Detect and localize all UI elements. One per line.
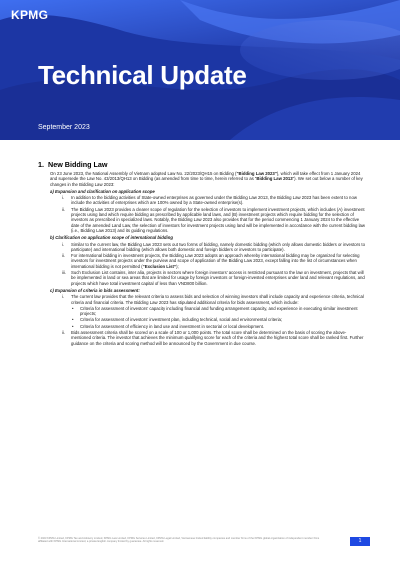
section-heading [38, 160, 366, 169]
list-item [62, 294, 366, 305]
item-marker: i. [62, 294, 65, 300]
item-text-tail: ); [176, 263, 179, 269]
list-item [62, 270, 366, 286]
list-item [62, 242, 366, 253]
document-body [38, 160, 366, 347]
subheading-c: c) Expansion of criteria in bids assessment: [50, 287, 140, 293]
bullet-dot: • [72, 323, 74, 329]
intro-paragraph [50, 171, 366, 187]
bullet-text: Criteria for assessment of investors’ capacity including financial and funding arrangement capacity, and experience in executing similar investment projects; [80, 305, 358, 317]
item-text: The current law provides that the relevant criteria to assess bids and selection of winning investors shall include capacity and experience criteria, technical criteria and financial criteria. The Bidding Law 2023 has stipulated additional criteria for bids assessment, which include: [71, 294, 364, 305]
footer-copyright: © 2023 KPMG Limited, KPMG Tax and Advisory Limited, KPMG Law Limited, KPMG Services Limited, KPMG Legal Limited, Vietnamese limited liability companies and member firms of the KPMG global organization of independent member firms affiliated with KPMG International Limited, a private English company limited by guarantee. All rights reserved. [38, 537, 320, 544]
bullet-dot: • [72, 317, 74, 323]
item-text: The Bidding Law 2023 provides a clearer scope of regulation for the selection of investors to implement investment projects, which includes (A) investment projects using land which require bidding as prescribed by applicable land laws, and (B) investment projects which require bidding for the selection of investors as prescribed in specialized laws. Notably, the Bidding Law 2023 also provides that for the period commencing 1 January 2024 to the effective date of the amended Land Law, the selection of investors for investment projects using land will be implemented in accordance with the current bidding law (i.e., Bidding Law 2013) and its guiding regulations. [71, 206, 366, 233]
intro-bold-1: "Bidding Law 2023" [236, 171, 277, 176]
item-marker: ii. [62, 206, 66, 212]
item-text [71, 253, 366, 269]
list-item [62, 253, 366, 269]
intro-text-2: ), which will take effect from 1 January 2024 and supersede the Law No. 43/2013/QH13 on Bidding (as amended from time to time, herein referred to as “ [50, 171, 361, 182]
page-number: 1 [350, 537, 370, 546]
intro-text-1: On 23 June 2023, the National Assembly of Vietnam adopted Law No. 22/2023/QH15 on Bidding ( [50, 171, 237, 176]
header-banner [0, 0, 400, 140]
item-marker: i. [62, 241, 65, 247]
page-title: Technical Update [38, 60, 247, 90]
intro-text-3: ”). We set out below a number of key changes in the Bidding Law 2023: [50, 176, 363, 187]
item-text: Bids assessment criteria shall be scored on a scale of 100 or 1,000 points. The total score shall be determined on the basis of scoring the above-mentioned criteria. The investor that achieves the minimum qualifying score for each of the criteria and the highest total score shall be ranked first. Further guidance on the criteria and scoring method will be announced by the Government in due course. [71, 330, 364, 346]
bullet-item [72, 306, 366, 317]
bullet-text: Criteria for assessment of investors’ investment plan, including technical, social and environmental criteria; [80, 317, 283, 323]
intro-bold-2: Bidding Law 2013 [256, 176, 293, 182]
item-text: In addition to the bidding activities of State-owned enterprises as governed under the Bidding Law 2013, the Bidding Law 2023 has been extent to now include the activities of enterprises which are 100% owned by a State-owned enterprise(s). [71, 195, 357, 206]
bullet-text: Criteria for assessment of efficiency in land use and investment in sectorial or local development. [80, 323, 265, 329]
item-text: Such Exclusion List contains, inter alia, projects in sectors where foreign investors’ access is restricted pursuant to the law on investment, projects that will be implemented in land or sea areas that are limited for usage by foreign investors or foreign-invested enterprises under land and relevant regulations, and projects which have total investment capital of less than VND800 billion. [71, 270, 365, 286]
list-item [62, 330, 366, 346]
subheading-b: b) Clarification on application scope of international bidding [50, 235, 173, 241]
subheading-a: a) Expansion and clarification on application scope [50, 188, 155, 194]
section-title: New Bidding Law [48, 160, 108, 169]
kpmg-logo: KPMG [11, 8, 49, 22]
item-marker: iii. [62, 270, 67, 276]
bullet-item [72, 317, 366, 322]
list-item [62, 207, 366, 233]
bullet-item [72, 324, 366, 329]
section-number: 1. [38, 160, 44, 169]
item-marker: i. [62, 195, 65, 201]
publication-date: September 2023 [38, 124, 90, 131]
item-text-main: For international bidding in investment projects, the Bidding Law 2023 adopts an approach whereby international bidding may be organized for selecting investors for investment projects under the purview and scope of application of the Bidding Law 2023, except falling into the list of circumstances when international bidding is not permitted ( [71, 253, 360, 269]
item-marker: ii. [62, 253, 66, 259]
bullet-dot: • [72, 305, 74, 311]
item-marker: ii. [62, 330, 66, 336]
item-text: Similar to the current law, the Bidding Law 2023 sets out two forms of bidding, namely domestic bidding (which only allows domestic bidders or investors to participate) and international bidding (which allows both domestic and foreign bidders or investors to participate). [71, 241, 366, 252]
list-item [62, 195, 366, 206]
item-text-bold: “Exclusion List” [142, 263, 177, 269]
